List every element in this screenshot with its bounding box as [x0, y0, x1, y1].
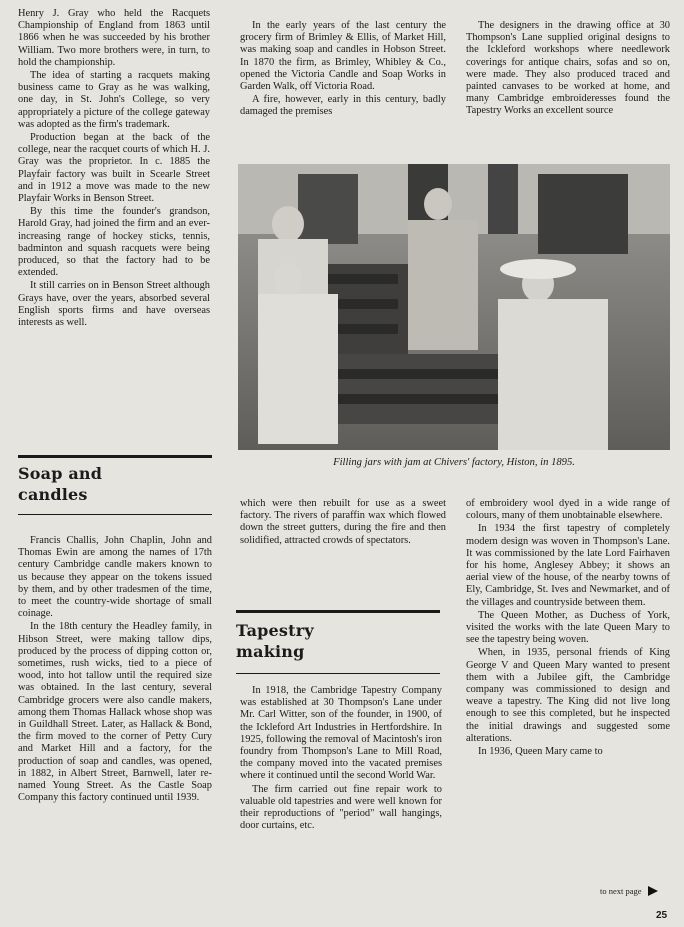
section-rule — [18, 514, 212, 515]
paragraph: In the early years of the last century the grocery firm of Brimley & Ellis, of Market Hill, was making soap and candles in Hobson Street. In 1870 the firm, as Brimley, Whibley & Co., opened the Victoria Candle and Soap Works in Garden Walk, off Victoria Road. — [240, 20, 446, 93]
paragraph: Francis Challis, John Chaplin, John and Thomas Ewin are among the names of 17th century Cambridge candle makers known to us because they appear on the tokens issued by them, and by other tradesmen of the time, to meet the country-wide shortage of small coinage. — [18, 535, 212, 620]
tapestry-text — [240, 685, 442, 832]
paragraph: which were then rebuilt for use as a sweet factory. The rivers of paraffin wax which flowed down the street gutters, during the fire and then solidified, attracted crowds of spectators. — [240, 498, 446, 546]
paragraph: The firm carried out fine repair work to valuable old tapestries and were well known for their reproductions of "period" wall hangings, door curtains, etc. — [240, 783, 442, 832]
workers-illustration — [238, 164, 670, 450]
section-rule — [236, 610, 440, 613]
col2-bottom-text — [240, 498, 446, 547]
factory-photo — [238, 164, 670, 450]
paragraph: In 1934 the first tapestry of completely modern design was woven in Thompson's Lane. It was commissioned by the late Lord Fairhaven for his home, Anglesey Abbey; it shows an aerial view of the house, of the nearby towns of Ely, Cambridge, St. Ives and Newmarket, and of the villages and countryside between them. — [466, 523, 670, 608]
arrow-right-icon — [648, 886, 658, 896]
col1-top-text — [18, 8, 210, 329]
col2-top-text — [240, 20, 446, 119]
paragraph: Production began at the back of the college, near the racquet courts of which H. J. Gray was the proprietor. In c. 1885 the Playfair factory was built in Scearle Street and in 1912 a move was made to the new Playfair Works in Benson Street. — [18, 132, 210, 205]
page-number: 25 — [656, 910, 668, 921]
paragraph: The Queen Mother, as Duchess of York, visited the works with the late Queen Mary to see the tapestry being woven. — [466, 609, 670, 646]
soap-text — [18, 535, 212, 804]
paragraph: In 1918, the Cambridge Tapestry Company was established at 30 Thompson's Lane under Mr. Carl Witter, son of the founder, in 1900, of the Ickleford Art Industries in Hertfordshire. In 1925, following the removal of Macintosh's iron foundry from Thompson's Lane to Mill Road, the company moved into the vacated premises where it continued until the second World War. — [240, 685, 442, 782]
col3-top-text — [466, 20, 670, 118]
paragraph: In the 18th century the Headley family, in Hibson Street, were making tallow dips, produced by the process of dipping cotton or, sometimes, rush wicks, tied to a piece of wood, into hot tallow until the required size was obtained. In the last century, several Cambridge grocers were also candle makers, among them Thomas Hallack whose shop was in Guildhall Street. Later, as Hallack & Bond, the firm moved to the corner of Petty Cury and Market Hill and a factory, for the production of soap and candles, was opened, in 1882, in Albert Street, Barnwell, later re-named Young Street. As the Castle Soap Company this factory continued until 1939. — [18, 621, 212, 804]
section-rule — [18, 455, 212, 458]
paragraph: In 1936, Queen Mary came to — [478, 746, 603, 758]
next-page-link[interactable] — [600, 886, 658, 896]
paragraph: It still carries on in Benson Street although Grays have, over the years, absorbed several English sports firms and have overseas interests as well. — [18, 280, 210, 329]
paragraph: The idea of starting a racquets making business came to Gray as he was walking, one day, in St. John's College, so very appropriately a picture of the college gateway was adopted as the firm's trademark. — [18, 70, 210, 130]
next-page-label: to next page — [600, 886, 642, 896]
paragraph: When, in 1935, personal friends of King George V and Queen Mary wanted to present them with a Jubilee gift, the Cambridge company was commissioned to design and weave a tapestry. The King did not live long enough to see this completed, but he inspected the initial drawings and suggested some alterations. — [466, 647, 670, 744]
section-heading-soap: Soap and candles — [18, 464, 103, 504]
paragraph: By this time the founder's grandson, Harold Gray, had joined the firm and an ever-increasing range of hockey sticks, tennis, badminton and squash racquets were being produced, so that the factory had to be extended. — [18, 206, 210, 279]
col3-bottom-text — [466, 498, 670, 758]
paragraph: Henry J. Gray who held the Racquets Championship of England from 1863 until 1866 when he was succeeded by his brother William. Two more brothers were, in turn, to hold the championship. — [18, 8, 210, 68]
paragraph: of embroidery wool dyed in a wide range of colours, many of them unobtainable elsewhere. — [466, 498, 670, 522]
paragraph: The designers in the drawing office at 30 Thompson's Lane supplied original designs to the Ickleford workshops where needlework coverings for antique chairs, sofas and so on, were made. They also produced traced and painted canvases to be worked at home, and many Cambridge embroideresses found the Tapestry Works an excellent source — [466, 20, 670, 117]
paragraph: A fire, however, early in this century, badly damaged the premises — [240, 94, 446, 118]
section-rule — [236, 673, 440, 674]
photo-caption: Filling jars with jam at Chivers' factory, Histon, in 1895. — [333, 457, 575, 468]
section-heading-tapestry: Tapestry making — [236, 621, 314, 661]
